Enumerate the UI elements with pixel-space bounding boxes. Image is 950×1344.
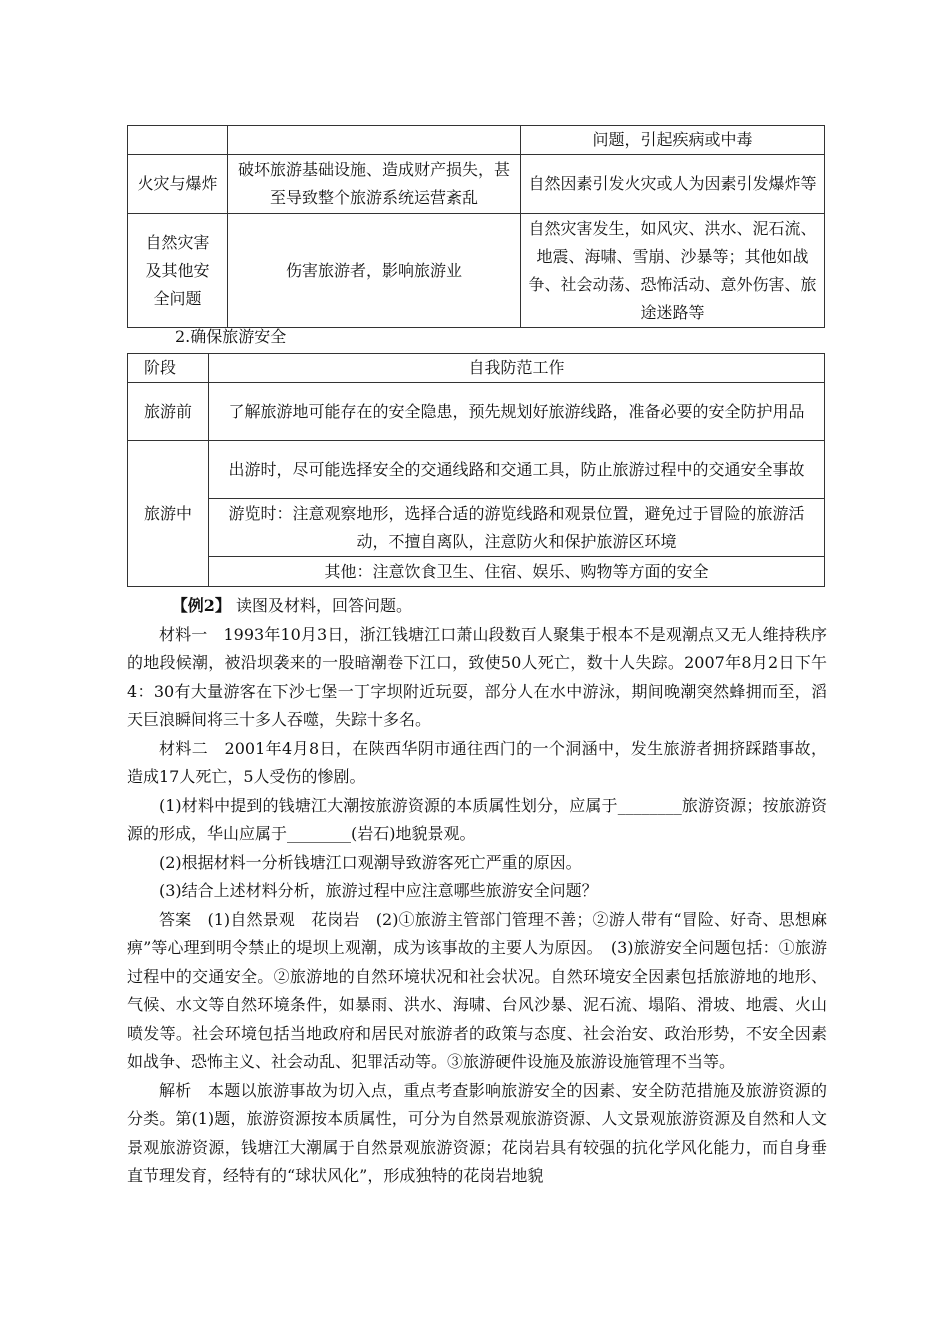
work-cell: 游览时：注意观察地形，选择合适的游览线路和观景位置，避免过于冒险的旅游活动，不擅自离队，注意防火和保护旅游区环境	[209, 499, 825, 557]
work-cell: 出游时，尽可能选择安全的交通线路和交通工具，防止旅游过程中的交通安全事故	[209, 441, 825, 499]
table-row	[128, 155, 825, 214]
material-one: 材料一 1993年10月3日，浙江钱塘江口萧山段数百人聚集于根本不是观潮点又无人维持秩序的地段候潮，被沿坝袭来的一股暗潮卷下江口，致使50人死亡，数十人失踪。2007年8月2日下午4：30有大量游客在下沙七堡一丁字坝附近玩耍，部分人在水中游泳，期间晚潮突然蜂拥而至，滔天巨浪瞬间将三十多人吞噬，失踪十多名。	[127, 624, 827, 729]
cause-cell: 自然灾害发生，如风灾、洪水、泥石流、地震、海啸、雪崩、沙暴等；其他如战争、社会动荡、恐怖活动、意外伤害、旅途迷路等	[521, 214, 825, 328]
example-section	[127, 592, 827, 1191]
example-label: 【例2】	[171, 596, 231, 615]
cause-cell: 自然因素引发火灾或人为因素引发爆炸等	[521, 155, 825, 214]
stage-cell: 旅游前	[128, 383, 209, 441]
example-heading	[127, 592, 827, 621]
stage-cell: 旅游中	[128, 441, 209, 587]
table-row	[128, 557, 825, 587]
table-row	[128, 383, 825, 441]
example-prompt: 读图及材料，回答问题。	[236, 596, 413, 615]
cause-cell: 问题，引起疾病或中毒	[521, 126, 825, 155]
work-header: 自我防范工作	[209, 354, 825, 383]
type-cell	[128, 126, 228, 155]
type-cell: 火灾与爆炸	[128, 155, 228, 214]
answer-text: 答案 (1)自然景观 花岗岩 (2)①旅游主管部门管理不善；②游人带有“冒险、好奇、思想麻痹”等心理到明令禁止的堤坝上观潮，成为该事故的主要人为原因。 (3)旅游安全问题包括：①旅游过程中的交通安全。②旅游地的自然环境状况和社会状况。自然环境安全因素包括旅游地的地形、气候、水文等自然环境条件，如暴雨、洪水、海啸、台风沙暴、泥石流、塌陷、滑坡、地震、火山喷发等。社会环境包括当地政府和居民对旅游者的政策与态度、社会治安、政治形势，不安全因素如战争、恐怖主义、社会动乱、犯罪活动等。③旅游硬件设施及旅游设施管理不当等。	[127, 909, 827, 1071]
safety-type-table	[127, 125, 825, 328]
table-row	[128, 126, 825, 155]
effect-cell	[228, 126, 521, 155]
safety-stage-table	[127, 353, 825, 587]
table-row	[128, 214, 825, 328]
work-cell: 其他：注意饮食卫生、住宿、娱乐、购物等方面的安全	[209, 557, 825, 587]
work-cell: 了解旅游地可能存在的安全隐患，预先规划好旅游线路，准备必要的安全防护用品	[209, 383, 825, 441]
question-1: (1)材料中提到的钱塘江大潮按旅游资源的本质属性划分，应属于________旅游资源；按旅游资源的形成，华山应属于________(岩石)地貌景观。	[127, 795, 827, 843]
effect-cell: 破坏旅游基础设施、造成财产损失，甚至导致整个旅游系统运营紊乱	[228, 155, 521, 214]
table-row	[128, 441, 825, 499]
table-header-row	[128, 354, 825, 383]
section-title: 2.确保旅游安全	[175, 327, 287, 346]
analysis-text: 解析 本题以旅游事故为切入点，重点考查影响旅游安全的因素、安全防范措施及旅游资源的分类。第(1)题，旅游资源按本质属性，可分为自然景观旅游资源、人文景观旅游资源及自然和人文景观旅游资源，钱塘江大潮属于自然景观旅游资源；花岗岩具有较强的抗化学风化能力，而自身垂直节理发育，经特有的“球状风化”，形成独特的花岗岩地貌	[127, 1080, 827, 1185]
question-2: (2)根据材料一分析钱塘江口观潮导致游客死亡严重的原因。	[159, 852, 582, 872]
material-two: 材料二 2001年4月8日，在陕西华阴市通往西门的一个洞涵中，发生旅游者拥挤踩踏事故，造成17人死亡，5人受伤的惨剧。	[127, 738, 827, 786]
type-cell: 自然灾害及其他安全问题	[128, 214, 228, 328]
question-3: (3)结合上述材料分析，旅游过程中应注意哪些旅游安全问题？	[159, 881, 598, 900]
table-row	[128, 499, 825, 557]
effect-cell: 伤害旅游者，影响旅游业	[228, 214, 521, 328]
stage-header: 阶段	[128, 354, 209, 383]
